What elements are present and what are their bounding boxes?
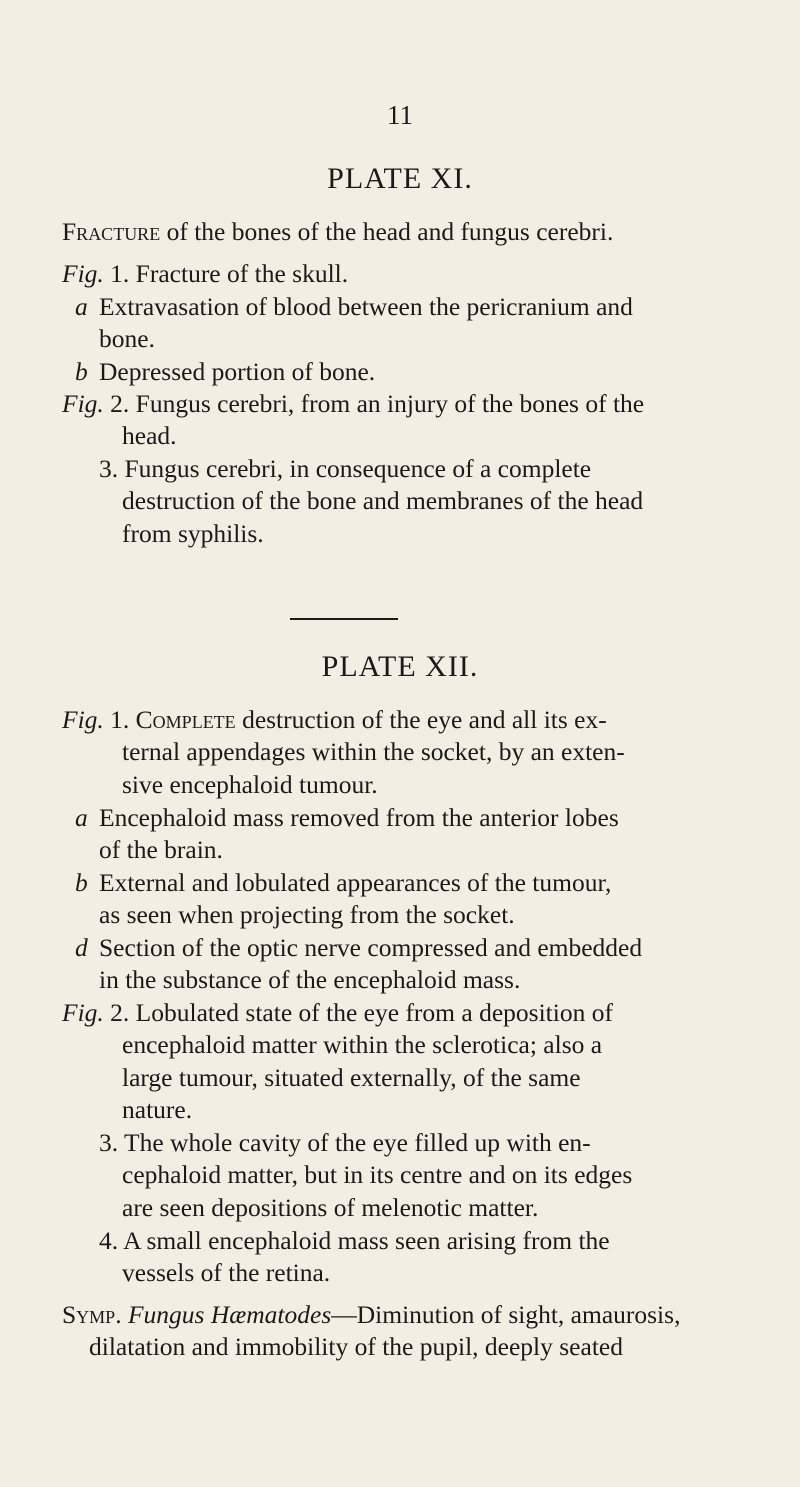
fig-label: Fig. <box>62 259 104 288</box>
item-label-b: b <box>75 357 88 386</box>
fig3-line-3: from syphilis. <box>122 519 264 548</box>
fig3-line-2: destruction of the bone and membranes of the head <box>122 486 644 515</box>
p12-fig4-line-1: 4. A small encephaloid mass seen arising from the <box>99 1226 610 1255</box>
p12-fig2-line-3: large tumour, situated externally, of the same <box>122 1063 581 1092</box>
fig2-text: 2. Lobulated state of the eye from a deposition of <box>110 998 613 1027</box>
fig1-small-caps: Complete <box>135 705 236 734</box>
p12-fig3-line-3: are seen depositions of melenotic matter. <box>122 1193 539 1222</box>
fig2-line-1 <box>62 388 644 420</box>
intro-small-caps: Fracture <box>62 217 161 246</box>
plate-xi-heading: PLATE XI. <box>327 162 473 195</box>
page-number: 11 <box>387 100 413 130</box>
p12-item-label-b: b <box>75 868 88 897</box>
fig-label: Fig. <box>62 389 104 418</box>
item-label-a: a <box>75 292 88 321</box>
fig2-text: 2. Fungus cerebri, from an injury of the bones of the <box>110 389 645 418</box>
fig1-rest: destruction of the eye and all its ex- <box>242 705 607 734</box>
p12-fig2-line-2: encephaloid matter within the sclerotica; also a <box>122 1030 603 1059</box>
symp-line-1 <box>62 1299 680 1331</box>
fig2-line-2: head. <box>122 421 177 450</box>
item-a-line-2: bone. <box>99 324 155 353</box>
p12-fig2-line-1 <box>62 997 613 1029</box>
p12-fig1-line-1 <box>62 704 607 736</box>
fig1-text: 1. Fracture of the skull. <box>110 259 349 288</box>
p12-item-a-line-2: of the brain. <box>99 835 223 864</box>
p12-fig4-line-2: vessels of the retina. <box>122 1258 331 1287</box>
plate-xii-heading: PLATE XII. <box>321 650 479 683</box>
fig1-line <box>62 258 348 290</box>
fig-label: Fig. <box>62 998 104 1027</box>
symp-line-2: dilatation and immobility of the pupil, deeply seated <box>89 1332 623 1361</box>
p12-fig3-line-1: 3. The whole cavity of the eye filled up with en- <box>99 1128 591 1157</box>
fig-label: Fig. <box>62 705 104 734</box>
plate-xi-intro <box>62 216 613 248</box>
p12-item-b-line-1: External and lobulated appearances of the tumour, <box>99 868 612 897</box>
p12-fig1-line-3: sive encephaloid tumour. <box>122 770 378 799</box>
symp-rest: —Diminution of sight, amaurosis, <box>331 1300 681 1329</box>
p12-item-label-a: a <box>75 803 88 832</box>
p12-item-d-line-2: in the substance of the encephaloid mass. <box>99 965 521 994</box>
item-b-text: Depressed portion of bone. <box>99 357 376 386</box>
p12-item-a-line-1: Encephaloid mass removed from the anterior lobes <box>99 803 619 832</box>
intro-rest: of the bones of the head and fungus cerebri. <box>166 217 614 246</box>
symp-title: Fungus Hæmatodes <box>127 1300 332 1329</box>
p12-item-d-line-1: Section of the optic nerve compressed and embedded <box>99 933 643 962</box>
item-a-line-1: Extravasation of blood between the pericranium and <box>99 292 633 321</box>
symp-label: Symp. <box>62 1300 122 1329</box>
p12-fig1-line-2: ternal appendages within the socket, by an exten- <box>122 737 625 766</box>
section-divider <box>290 618 398 620</box>
fig3-line-1: 3. Fungus cerebri, in consequence of a complete <box>99 454 592 483</box>
p12-item-b-line-2: as seen when projecting from the socket. <box>99 900 515 929</box>
fig1-number: 1. <box>110 705 130 734</box>
p12-fig2-line-4: nature. <box>122 1095 193 1124</box>
p12-item-label-d: d <box>75 933 88 962</box>
p12-fig3-line-2: cephaloid matter, but in its centre and on its edges <box>122 1160 633 1189</box>
